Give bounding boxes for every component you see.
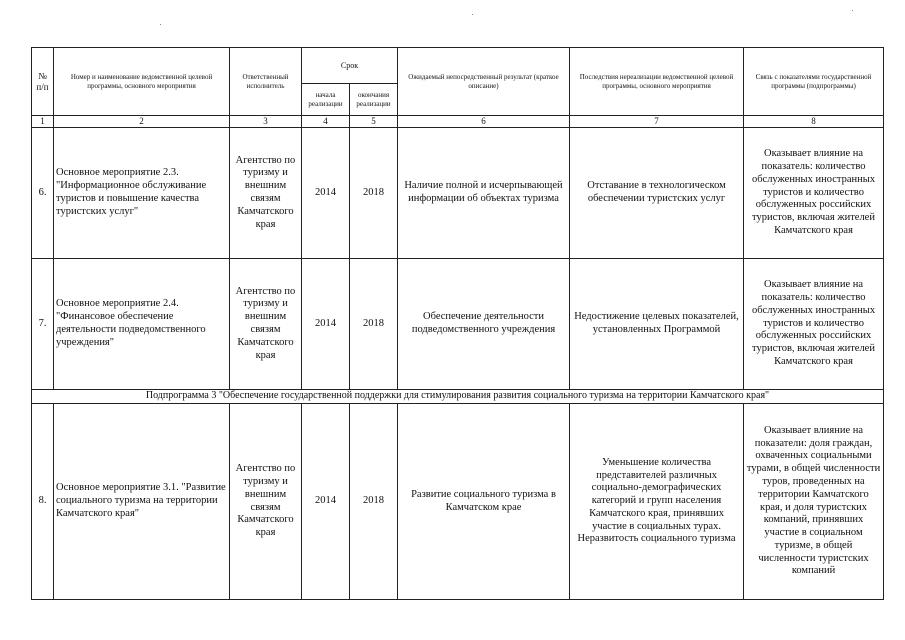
start-year: 2014 bbox=[302, 259, 350, 390]
responsible-executor: Агентство по туризму и внешним связям Камчатского края bbox=[230, 259, 302, 390]
column-number-row bbox=[32, 116, 884, 128]
column-number: 8 bbox=[744, 116, 884, 128]
scan-speck bbox=[160, 24, 161, 25]
header-link: Связь с показателями государственной программы (подпрограммы) bbox=[744, 48, 884, 116]
end-year: 2018 bbox=[350, 404, 398, 600]
column-number: 7 bbox=[570, 116, 744, 128]
consequences: Уменьшение количества представителей различных социально-демографических категорий и групп населения Камчатского края, принявших участие в социальных турах. Неразвитость социального туризма bbox=[570, 404, 744, 600]
header-row bbox=[32, 48, 884, 84]
column-number: 6 bbox=[398, 116, 570, 128]
table-row bbox=[32, 259, 884, 390]
row-number: 7. bbox=[32, 259, 54, 390]
header-result: Ожидаемый непосредственный результат (краткое описание) bbox=[398, 48, 570, 116]
header-consequences: Последствия нереализации ведомственной целевой программы, основного мероприятия bbox=[570, 48, 744, 116]
consequences: Недостижение целевых показателей, установленных Программой bbox=[570, 259, 744, 390]
subprogram-row bbox=[32, 390, 884, 404]
table-row bbox=[32, 404, 884, 600]
header-num: № п/п bbox=[32, 48, 54, 116]
responsible-executor: Агентство по туризму и внешним связям Камчатского края bbox=[230, 404, 302, 600]
responsible-executor: Агентство по туризму и внешним связям Камчатского края bbox=[230, 128, 302, 259]
measure-name: Основное мероприятие 2.3. "Информационное обслуживание туристов и повышение качества туристских услуг" bbox=[54, 128, 230, 259]
header-start: начала реализации bbox=[302, 84, 350, 116]
scan-speck bbox=[472, 14, 473, 15]
end-year: 2018 bbox=[350, 128, 398, 259]
end-year: 2018 bbox=[350, 259, 398, 390]
expected-result: Наличие полной и исчерпывающей информации об объектах туризма bbox=[398, 128, 570, 259]
expected-result: Обеспечение деятельности подведомственного учреждения bbox=[398, 259, 570, 390]
indicator-link: Оказывает влияние на показатель: количество обслуженных иностранных туристов и количество обслуженных российских туристов, включая жителей Камчатского края bbox=[744, 259, 884, 390]
measures-table bbox=[31, 47, 884, 600]
header-responsible: Ответственный исполнитель bbox=[230, 48, 302, 116]
column-number: 4 bbox=[302, 116, 350, 128]
column-number: 2 bbox=[54, 116, 230, 128]
column-number: 3 bbox=[230, 116, 302, 128]
measure-name: Основное мероприятие 3.1. "Развитие социального туризма на территории Камчатского края" bbox=[54, 404, 230, 600]
subprogram-title: Подпрограмма 3 "Обеспечение государственной поддержки для стимулирования развития социального туризма на территории Камчатского края" bbox=[32, 390, 884, 404]
row-number: 6. bbox=[32, 128, 54, 259]
expected-result: Развитие социального туризма в Камчатском крае bbox=[398, 404, 570, 600]
header-end: окончания реализации bbox=[350, 84, 398, 116]
consequences: Отставание в технологическом обеспечении туристских услуг bbox=[570, 128, 744, 259]
start-year: 2014 bbox=[302, 404, 350, 600]
header-name: Номер и наименование ведомственной целевой программы, основного мероприятия bbox=[54, 48, 230, 116]
header-term: Срок bbox=[302, 48, 398, 84]
scan-speck bbox=[852, 10, 853, 11]
start-year: 2014 bbox=[302, 128, 350, 259]
indicator-link: Оказывает влияние на показатель: количество обслуженных иностранных туристов и количество обслуженных российских туристов, включая жителей Камчатского края bbox=[744, 128, 884, 259]
column-number: 1 bbox=[32, 116, 54, 128]
table-row bbox=[32, 128, 884, 259]
indicator-link: Оказывает влияние на показатели: доля граждан, охваченных социальными турами, в общей численности туров, проведенных на территории Камчатского края, и доля туристских компаний, принявших участие в социальном туризме, в общей численности туристских компаний bbox=[744, 404, 884, 600]
measure-name: Основное мероприятие 2.4. "Финансовое обеспечение деятельности подведомственного учреждения" bbox=[54, 259, 230, 390]
column-number: 5 bbox=[350, 116, 398, 128]
row-number: 8. bbox=[32, 404, 54, 600]
